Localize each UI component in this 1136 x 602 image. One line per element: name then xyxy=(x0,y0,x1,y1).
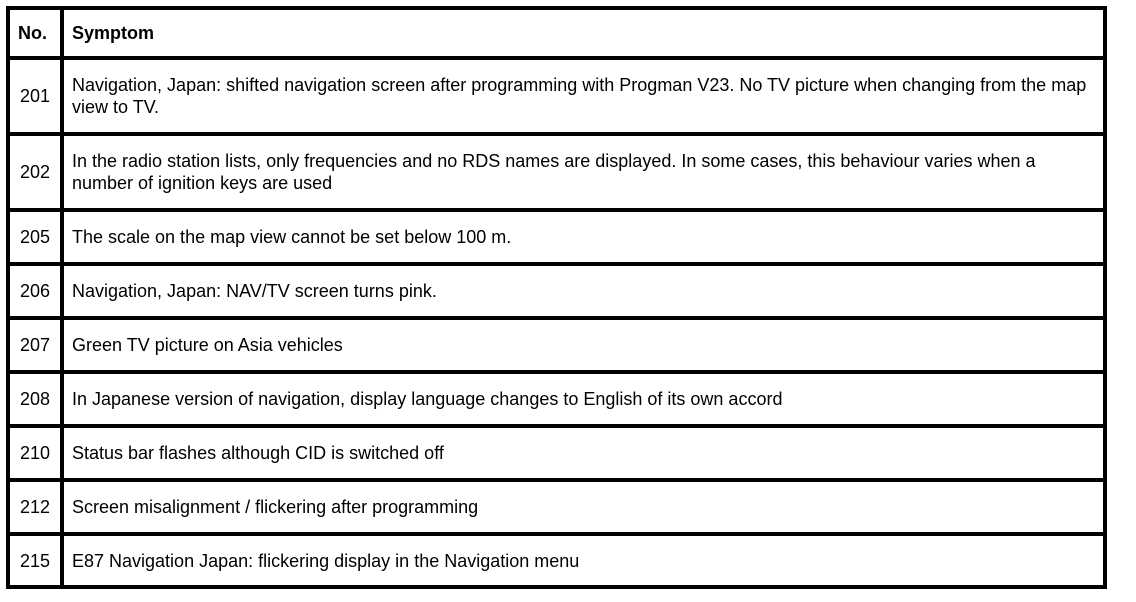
row-number: 207 xyxy=(8,318,62,372)
row-symptom: In Japanese version of navigation, display language changes to English of its own accord xyxy=(62,372,1105,426)
table-row xyxy=(8,264,1105,318)
table-row xyxy=(8,534,1105,587)
table-header-row xyxy=(8,8,1105,58)
row-symptom: Status bar flashes although CID is switched off xyxy=(62,426,1105,480)
row-number: 201 xyxy=(8,58,62,134)
row-number: 205 xyxy=(8,210,62,264)
row-number: 215 xyxy=(8,534,62,587)
column-header-no: No. xyxy=(8,8,62,58)
row-symptom: Navigation, Japan: NAV/TV screen turns pink. xyxy=(62,264,1105,318)
row-symptom: E87 Navigation Japan: flickering display in the Navigation menu xyxy=(62,534,1105,587)
row-number: 210 xyxy=(8,426,62,480)
row-number: 202 xyxy=(8,134,62,210)
row-symptom: Navigation, Japan: shifted navigation screen after programming with Progman V23. No TV picture when changing from the map view to TV. xyxy=(62,58,1105,134)
row-symptom: Green TV picture on Asia vehicles xyxy=(62,318,1105,372)
symptom-table xyxy=(6,6,1107,589)
row-symptom: The scale on the map view cannot be set below 100 m. xyxy=(62,210,1105,264)
table-row xyxy=(8,426,1105,480)
row-number: 212 xyxy=(8,480,62,534)
table-row xyxy=(8,58,1105,134)
row-symptom: Screen misalignment / flickering after programming xyxy=(62,480,1105,534)
column-header-symptom: Symptom xyxy=(62,8,1105,58)
row-number: 208 xyxy=(8,372,62,426)
row-number: 206 xyxy=(8,264,62,318)
row-symptom: In the radio station lists, only frequencies and no RDS names are displayed. In some cases, this behaviour varies when a number of ignition keys are used xyxy=(62,134,1105,210)
table-row xyxy=(8,480,1105,534)
table-row xyxy=(8,210,1105,264)
table-row xyxy=(8,318,1105,372)
table-row xyxy=(8,372,1105,426)
table-row xyxy=(8,134,1105,210)
